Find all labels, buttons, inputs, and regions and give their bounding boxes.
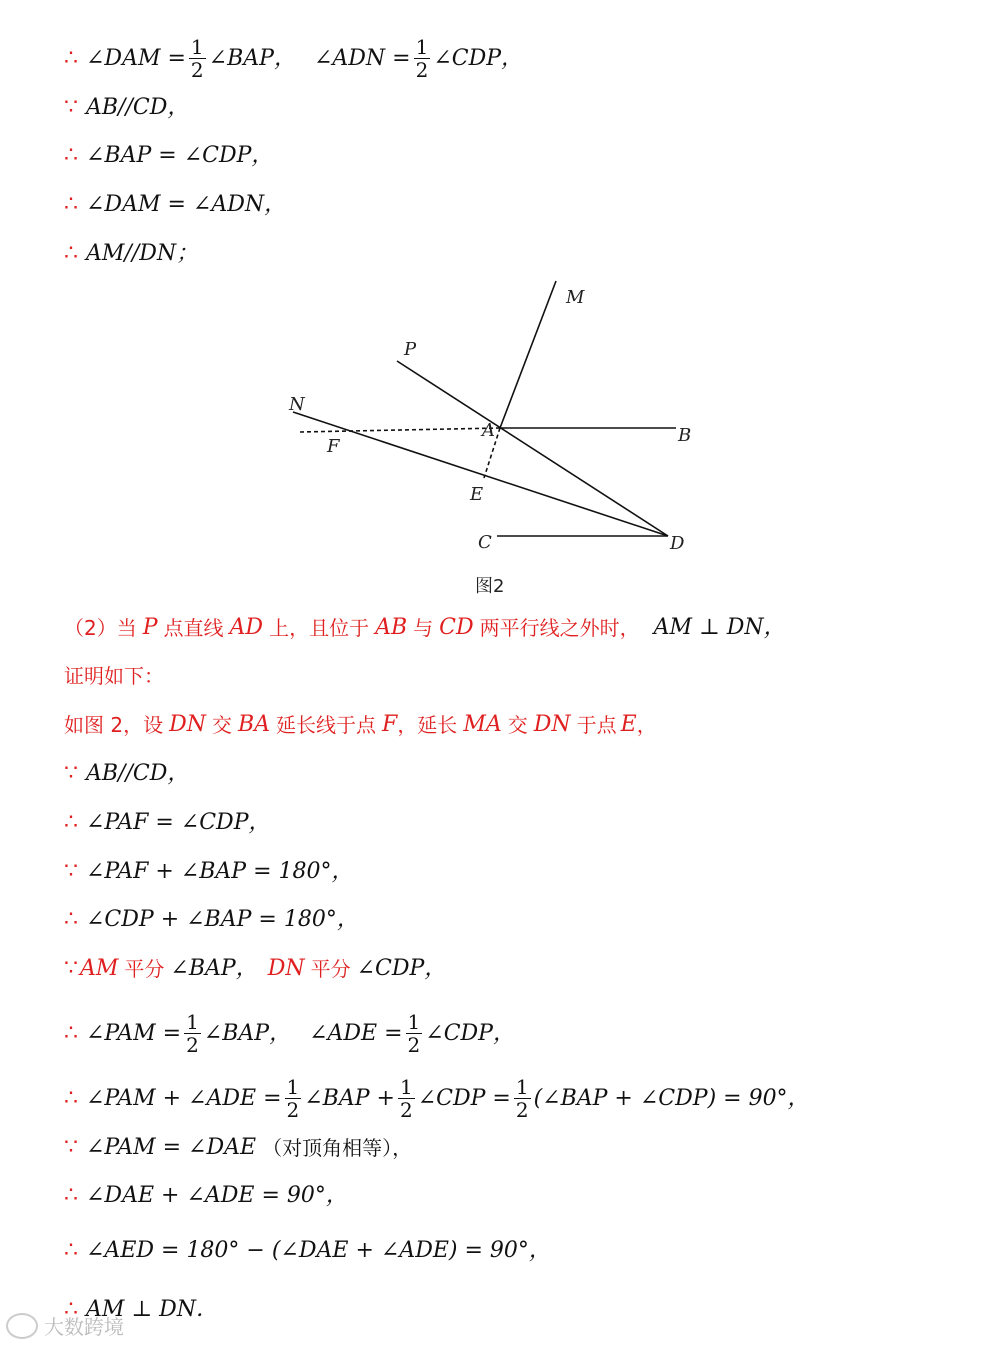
step-1: ∵ AB//CD， [64, 761, 190, 786]
label-b: B [678, 425, 692, 446]
step-11: ∴ AM ⊥ DN． [64, 1297, 218, 1322]
expr: AM//DN； [86, 241, 199, 266]
therefore-symbol: ∴ [64, 241, 78, 266]
label-d: D [670, 533, 685, 554]
step-5: ∵ AM 平分 ∠BAP， DN 平分 ∠CDP， [64, 956, 447, 981]
watermark: 大数跨境 [6, 1311, 124, 1340]
label-n: N [289, 394, 305, 415]
expr: ∠DAM = [86, 45, 186, 71]
expr: ∠CDP， [433, 45, 524, 71]
step-4: ∴ ∠CDP + ∠BAP = 180°， [64, 907, 359, 932]
therefore-symbol: ∴ [64, 143, 78, 168]
geometry-figure [270, 270, 710, 605]
step-7: ∴ ∠PAM + ∠ADE = $\frac{1}{2}$ ∠BAP + $\frac{1}{2}$ ∠CDP = $\frac{1}{2}$ (∠BAP + ∠CDP) = 90°， [64, 1075, 810, 1122]
label-a: A [482, 420, 495, 441]
therefore-symbol: ∴ [64, 192, 78, 217]
because-symbol: ∵ [64, 95, 78, 120]
step-9: ∴ ∠DAE + ∠ADE = 90°， [64, 1183, 348, 1208]
expr: ∠DAM = ∠ADN， [86, 192, 287, 217]
conclusion: AM ⊥ DN， [653, 615, 786, 640]
step-6: ∴ ∠PAM = $\frac{1}{2}$ ∠BAP， ∠ADE = $\frac{1}{2}$ ∠CDP， [64, 1010, 515, 1057]
fraction: $\frac{1}{2}$ [415, 35, 429, 82]
line-pd [397, 361, 668, 536]
line-4 [64, 191, 286, 219]
line-2 [64, 94, 189, 122]
expr: AB//CD， [86, 95, 190, 120]
label-c: C [478, 532, 492, 553]
fraction: $\frac{1}{2}$ [190, 35, 204, 82]
dashed-ba-extension [300, 428, 500, 432]
watermark-logo-icon [6, 1313, 38, 1339]
step-3: ∵ ∠PAF + ∠BAP = 180°， [64, 859, 354, 884]
line-3 [64, 142, 273, 170]
label-p: P [404, 339, 417, 360]
label-e: E [470, 484, 484, 505]
ray-am [500, 281, 556, 428]
expr: ∠BAP， [208, 45, 296, 71]
part2-intro: （2）当 P 点直线 AD 上，且位于 AB 与 CD 两平行线之外时， AM ⊥ DN， [64, 615, 786, 640]
expr: ∠ADN = [313, 45, 411, 71]
step-2: ∴ ∠PAF = ∠CDP， [64, 810, 271, 835]
label-f: F [327, 436, 340, 457]
step-8: ∵ ∠PAM = ∠DAE （对顶角相等）， [64, 1135, 413, 1160]
line-1 [64, 36, 523, 81]
proof-heading: 证明如下： [64, 664, 164, 688]
label-m: M [566, 287, 585, 308]
step-10: ∴ ∠AED = 180° − (∠DAE + ∠ADE) = 90°， [64, 1238, 551, 1263]
therefore-symbol: ∴ [64, 45, 78, 71]
expr: ∠BAP = ∠CDP， [86, 143, 274, 168]
figure-caption: 图2 [475, 576, 505, 597]
setup-line: 如图 2，设 DN 交 BA 延长线于点 F ，延长 MA 交 DN 于点 E ， [64, 712, 657, 737]
line-5 [64, 240, 198, 268]
